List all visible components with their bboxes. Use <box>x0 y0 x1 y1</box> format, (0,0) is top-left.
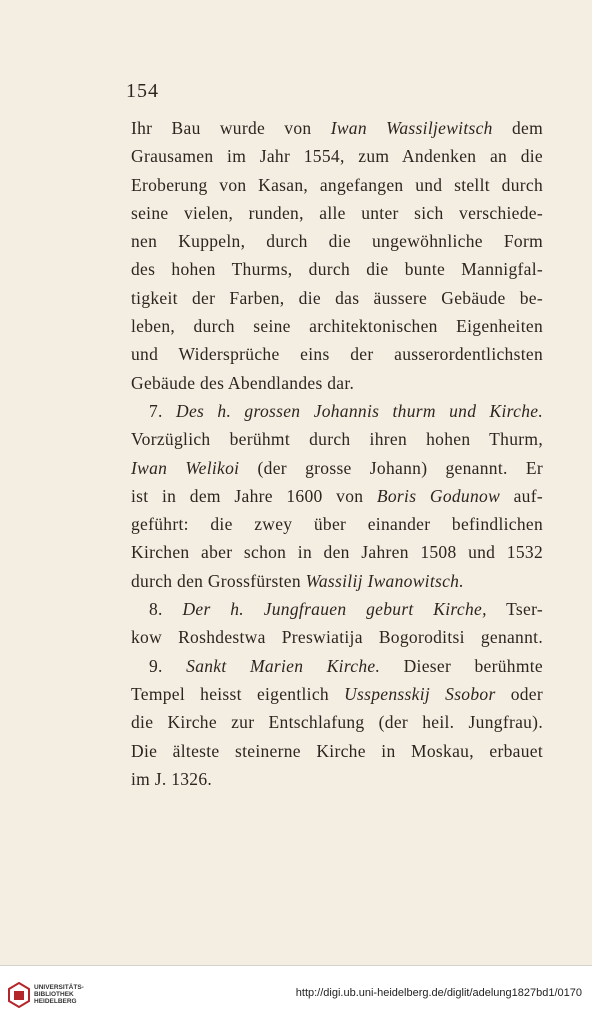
text-line <box>131 227 543 255</box>
text-segment: tigkeit der Farben, die das äussere Gebäude be- <box>131 287 543 308</box>
text-segment: oder <box>495 683 543 704</box>
page-number: 154 <box>126 80 159 102</box>
italic-text: Der h. Jungfrauen geburt Kirche, <box>182 599 487 620</box>
text-segment: kow Roshdestwa Preswiatija Bogoroditsi genannt. <box>131 627 543 648</box>
library-name-line-3: HEIDELBERG <box>34 998 77 1005</box>
text-line <box>131 680 543 708</box>
permalink-url[interactable]: http://digi.ub.uni-heidelberg.de/diglit/adelung1827bd1/0170 <box>295 987 582 999</box>
text-segment: (der grosse Johann) genannt. Er <box>239 457 543 478</box>
library-name-line-2: BIBLIOTHEK <box>34 991 74 998</box>
text-segment: seine vielen, runden, alle unter sich verschiede- <box>131 202 543 223</box>
text-segment: Gebäude des Abendlandes dar. <box>131 372 355 393</box>
italic-text: Iwan Wassiljewitsch <box>330 118 493 138</box>
text-segment: auf- <box>500 485 543 506</box>
text-line <box>131 510 543 538</box>
text-line <box>131 708 543 736</box>
text-segment: 8. <box>149 599 183 620</box>
text-segment: leben, durch seine architektonischen Eigenheiten <box>131 316 543 337</box>
text-segment: im J. 1326. <box>131 768 213 789</box>
text-segment: Die älteste steinerne Kirche in Moskau, erbauet <box>131 740 543 761</box>
text-segment: Dieser berühmte <box>380 655 543 676</box>
text-line <box>131 171 543 199</box>
text-line <box>131 397 543 425</box>
text-segment: die Kirche zur Entschlafung (der heil. Jungfrau). <box>131 712 543 733</box>
text-line <box>131 765 543 793</box>
body-text <box>131 114 543 793</box>
text-line <box>131 623 543 651</box>
text-segment: Tser- <box>486 599 543 620</box>
text-segment: Grausamen im Jahr 1554, zum Andenken an die <box>131 146 543 167</box>
text-line <box>131 737 543 765</box>
italic-text: Usspensskij Ssobor <box>344 683 496 704</box>
italic-text: Boris Godunow <box>376 485 501 506</box>
text-line <box>131 652 543 680</box>
text-segment: Vorzüglich berühmt durch ihren hohen Thurm, <box>131 429 543 450</box>
text-segment: durch den Grossfürsten <box>131 570 306 591</box>
text-line <box>131 199 543 227</box>
text-segment: des hohen Thurms, durch die bunte Mannigfal- <box>131 259 543 280</box>
text-line <box>131 538 543 566</box>
text-line <box>131 255 543 283</box>
text-line <box>131 369 543 397</box>
text-line <box>131 454 543 482</box>
text-line <box>131 114 543 142</box>
text-line <box>131 312 543 340</box>
text-segment: Tempel heisst eigentlich <box>131 683 345 704</box>
text-line <box>131 482 543 510</box>
university-library-logo-icon <box>8 982 30 1008</box>
text-segment: 7. <box>149 400 177 421</box>
text-segment: Ihr Bau wurde von <box>131 118 331 138</box>
library-name <box>34 984 84 1005</box>
text-segment: nen Kuppeln, durch die ungewöhnliche Form <box>131 231 543 252</box>
italic-text: Iwan Welikoi <box>131 457 240 478</box>
text-segment: Eroberung von Kasan, angefangen und stellt durch <box>131 174 543 195</box>
viewer-footer <box>0 965 592 1018</box>
text-segment: geführt: die zwey über einander befindlichen <box>131 514 543 535</box>
italic-text: Sankt Marien Kirche. <box>186 655 381 676</box>
italic-text: Wassilij Iwanowitsch. <box>305 570 464 591</box>
text-line <box>131 425 543 453</box>
text-line <box>131 142 543 170</box>
text-segment: ist in dem Jahre 1600 von <box>131 485 377 506</box>
text-line <box>131 567 543 595</box>
text-segment: und Widersprüche eins der ausserordentlichsten <box>131 344 543 365</box>
text-segment: 9. <box>149 655 187 676</box>
text-line <box>131 595 543 623</box>
text-segment: Kirchen aber schon in den Jahren 1508 und 1532 <box>131 542 543 563</box>
text-line <box>131 284 543 312</box>
library-name-line-1: UNIVERSITÄTS- <box>34 984 84 991</box>
text-line <box>131 340 543 368</box>
text-segment: dem <box>492 118 543 138</box>
italic-text: Des h. grossen Johannis thurm und Kirche. <box>176 400 543 421</box>
